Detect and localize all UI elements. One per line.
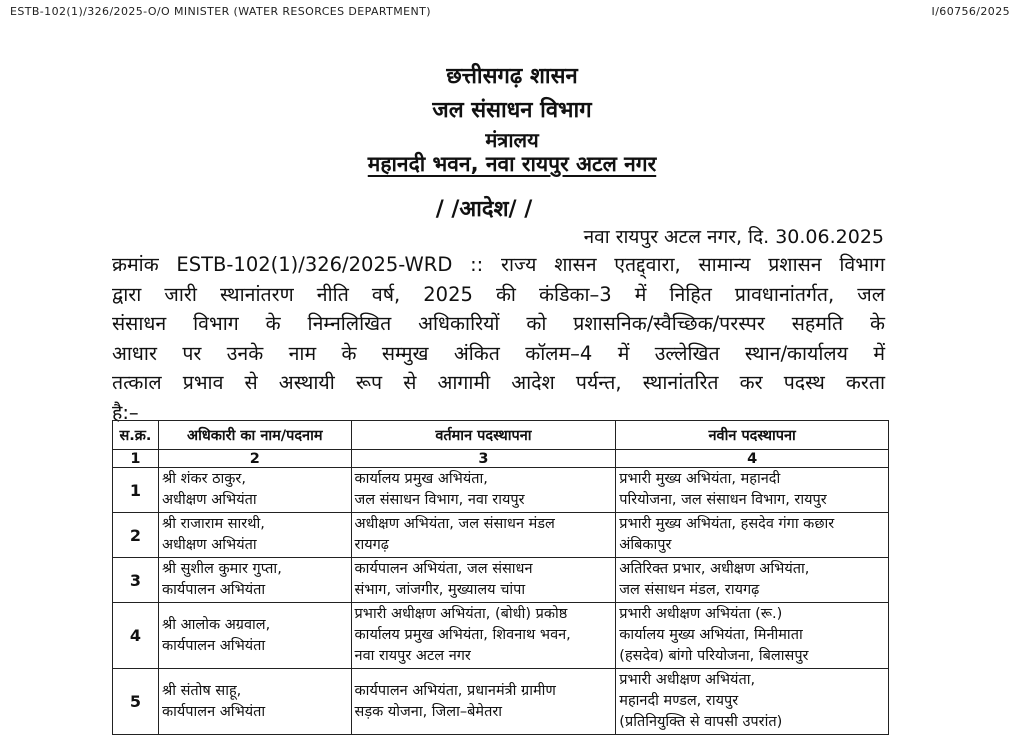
table-row (113, 669, 889, 735)
transfer-table (112, 420, 889, 735)
header-serial: स.क्र. (113, 421, 159, 450)
table-row (113, 558, 889, 603)
body-line: तत्काल प्रभाव से अस्थायी रूप से आगामी आदेश पर्यन्त, स्थानांतरित कर पदस्थ करता (112, 371, 885, 394)
body-line: आधार पर उनके नाम के सम्मुख अंकित कॉलम–4 में उल्लेखित स्थान/कार्यालय में (112, 341, 885, 365)
officer-cell: श्री आलोक अग्रवाल, कार्यपालन अभियंता (158, 603, 351, 669)
header-current-posting: वर्तमान पदस्थापना (351, 421, 616, 450)
officer-cell: श्री संतोष साहू, कार्यपालन अभियंता (158, 669, 351, 735)
body-line: है:– (112, 400, 139, 424)
current-posting-cell: कार्यपालन अभियंता, जल संसाधन संभाग, जांजगीर, मुख्यालय चांपा (351, 558, 616, 603)
order-date: नवा रायपुर अटल नगर, दि. 30.06.2025 (583, 226, 884, 248)
officer-cell: श्री राजाराम सारथी, अधीक्षण अभियंता (158, 513, 351, 558)
serial-cell: 5 (113, 669, 159, 735)
col-number: 3 (351, 450, 616, 468)
serial-cell: 3 (113, 558, 159, 603)
table-header-row (113, 421, 889, 450)
body-line: क्रमांक ESTB-102(1)/326/2025-WRD :: राज्य शासन एतद्द्वारा, सामान्य प्रशासन विभाग (112, 253, 885, 276)
current-posting-cell: अधीक्षण अभियंता, जल संसाधन मंडल रायगढ़ (351, 513, 616, 558)
serial-cell: 2 (113, 513, 159, 558)
current-posting-cell: प्रभारी अधीक्षण अभियंता, (बोधी) प्रकोष्ठ कार्यालय प्रमुख अभियंता, शिवनाथ भवन, नवा रायपुर अटल नगर (351, 603, 616, 669)
new-posting-cell: प्रभारी अधीक्षण अभियंता, महानदी मण्डल, रायपुर (प्रतिनियुक्ति से वापसी उपरांत) (616, 669, 889, 735)
order-body (112, 250, 885, 427)
current-posting-cell: कार्यपालन अभियंता, प्रधानमंत्री ग्रामीण सड़क योजना, जिला–बेमेतरा (351, 669, 616, 735)
table-row (113, 603, 889, 669)
table-row (113, 513, 889, 558)
col-number: 2 (158, 450, 351, 468)
letterhead-department: जल संसाधन विभाग (432, 98, 592, 123)
letterhead-government: छत्तीसगढ़ शासन (446, 64, 578, 89)
letterhead-address: महानदी भवन, नवा रायपुर अटल नगर (367, 152, 657, 176)
header-new-posting: नवीन पदस्थापना (616, 421, 889, 450)
serial-cell: 4 (113, 603, 159, 669)
header-officer: अधिकारी का नाम/पदनाम (158, 421, 351, 450)
column-number-row (113, 450, 889, 468)
file-reference: ESTB-102(1)/326/2025-O/O MINISTER (WATER RESORCES DEPARTMENT) (10, 5, 431, 18)
new-posting-cell: प्रभारी मुख्य अभियंता, हसदेव गंगा कछार अंबिकापुर (616, 513, 889, 558)
reference-bar (10, 5, 1010, 21)
body-line: संसाधन विभाग के निम्नलिखित अधिकारियों को प्रशासनिक/स्वैच्छिक/परस्पर सहमति के (112, 312, 885, 335)
table-row (113, 468, 889, 513)
new-posting-cell: प्रभारी मुख्य अभियंता, महानदी परियोजना, जल संसाधन विभाग, रायपुर (616, 468, 889, 513)
officer-cell: श्री सुशील कुमार गुप्ता, कार्यपालन अभियंता (158, 558, 351, 603)
order-title: / /आदेश/ / (435, 197, 533, 222)
col-number: 4 (616, 450, 889, 468)
receipt-number: I/60756/2025 (931, 5, 1010, 18)
serial-cell: 1 (113, 468, 159, 513)
letterhead-ministry: मंत्रालय (485, 128, 539, 152)
current-posting-cell: कार्यालय प्रमुख अभियंता, जल संसाधन विभाग, नवा रायपुर (351, 468, 616, 513)
officer-cell: श्री शंकर ठाकुर, अधीक्षण अभियंता (158, 468, 351, 513)
new-posting-cell: अतिरिक्त प्रभार, अधीक्षण अभियंता, जल संसाधन मंडल, रायगढ़ (616, 558, 889, 603)
col-number: 1 (113, 450, 159, 468)
new-posting-cell: प्रभारी अधीक्षण अभियंता (रू.) कार्यालय मुख्य अभियंता, मिनीमाता (हसदेव) बांगो परियोजना, बिलासपुर (616, 603, 889, 669)
body-line: द्वारा जारी स्थानांतरण नीति वर्ष, 2025 की कंडिका–3 में निहित प्रावधानांतर्गत, जल (112, 282, 885, 306)
